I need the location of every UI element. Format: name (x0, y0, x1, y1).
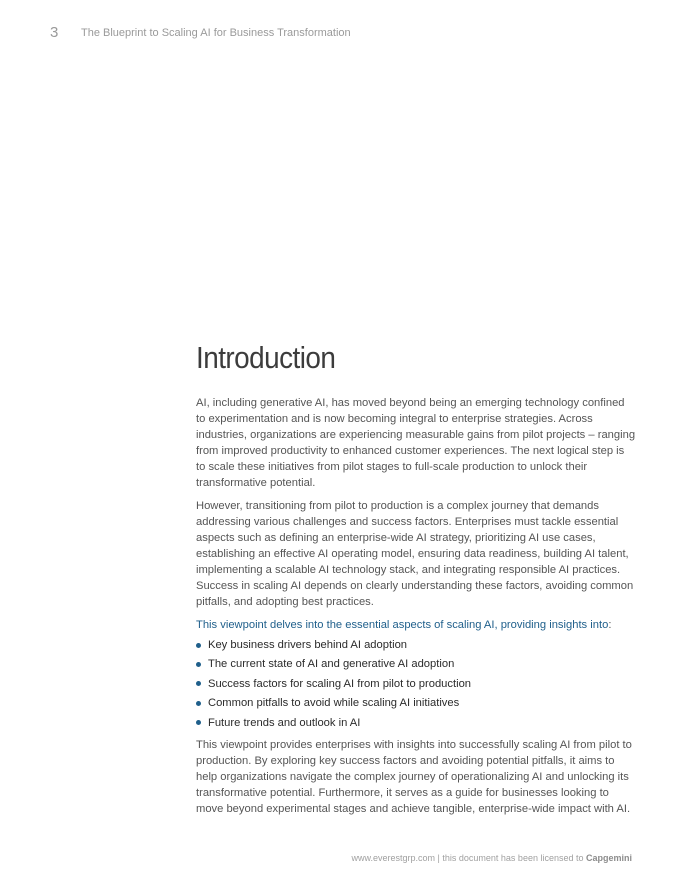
list-item (196, 676, 636, 692)
bullet-dot-icon (196, 720, 201, 725)
list-item-text: Future trends and outlook in AI (208, 716, 361, 729)
main-content (196, 340, 636, 824)
bullet-dot-icon (196, 643, 201, 648)
list-item (196, 695, 636, 711)
list-item-text: The current state of AI and generative AI adoption (208, 658, 455, 671)
intro-paragraph-2: However, transitioning from pilot to production is a complex journey that demands addressing various challenges and success factors. Enterprises must tackle essential aspects such as defining an enterprise-wide AI strategy, prioritizing AI use cases, establishing an effective AI operating model, ensuring data readiness, building AI talent, implementing a scalable AI technology stack, and integrating responsible AI practices. Success in scaling AI depends on clearly understanding these factors, avoiding common pitfalls, and adopting best practices. (196, 500, 634, 608)
closing-paragraph: This viewpoint provides enterprises with insights into successfully scaling AI from pilot to production. By exploring key success factors and avoiding potential pitfalls, it aims to help organizations navigate the complex journey of operationalizing AI and unlocking its transformative potential. Furthermore, it serves as a guide for businesses looking to move beyond experimental stages and achieve tangible, enterprise-wide impact with AI. (196, 738, 632, 815)
bullet-dot-icon (196, 662, 201, 667)
intro-paragraph-1: AI, including generative AI, has moved beyond being an emerging technology confined to experimentation and is now becoming integral to enterprise strategies. Across industries, organizations are experiencing measurable gains from pilot projects – ranging from improved productivity to enhanced customer experiences. The next logical step is to scale these initiatives from pilot stages to full-scale production to unlock their transformative potential. (196, 397, 636, 489)
page-number: 3 (50, 24, 59, 41)
licensee-name: Capgemini (585, 853, 632, 863)
list-item-text: Success factors for scaling AI from pilot to production (208, 677, 472, 690)
bullets-intro (196, 617, 636, 633)
insights-list (196, 637, 636, 731)
page-footer (352, 853, 632, 863)
website-link[interactable]: www.everestgrp.com (351, 853, 436, 863)
bullet-dot-icon (196, 701, 201, 706)
list-item-text: Common pitfalls to avoid while scaling AI initiatives (208, 697, 460, 710)
bullets-intro-text: This viewpoint delves into the essential aspects of scaling AI, providing insights into (196, 619, 609, 631)
list-item (196, 656, 636, 672)
footer-separator: | (435, 853, 443, 863)
list-item (196, 715, 636, 731)
list-item (196, 637, 636, 653)
license-text: this document has been licensed to (442, 853, 586, 863)
document-title: The Blueprint to Scaling AI for Business Transformation (81, 27, 351, 39)
list-item-text: Key business drivers behind AI adoption (208, 639, 408, 651)
bullet-dot-icon (196, 681, 201, 686)
bullets-intro-colon: : (608, 619, 612, 631)
section-heading: Introduction (196, 340, 336, 375)
